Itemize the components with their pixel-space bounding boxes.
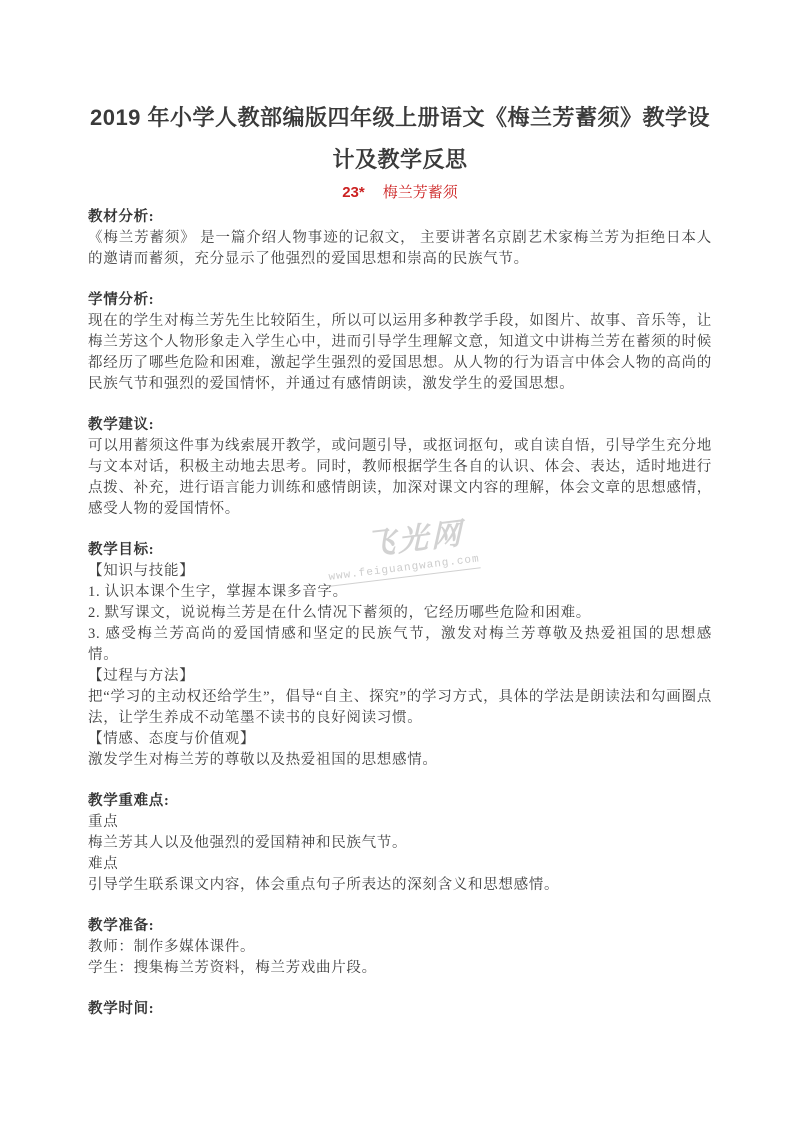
lesson-number: 23* (342, 184, 365, 201)
section-material-analysis (88, 207, 712, 270)
objectives-process-method-text: 把“学习的主动权还给学生”，倡导“自主、探究”的学习方式，具体的学法是朗读法和勾画圈点法，让学生养成不动笔墨不读书的良好阅读习惯。 (88, 689, 712, 726)
objectives-values-label: 【情感、态度与价值观】 (88, 731, 256, 747)
difficult-point-text: 引导学生联系课文内容，体会重点句子所表达的深刻含义和思想感情。 (88, 877, 560, 893)
objective-item-2: 2. 默写课文，说说梅兰芳是在什么情况下蓄须的，它经历哪些危险和困难。 (88, 605, 591, 621)
section-heading: 教材分析: (88, 209, 155, 225)
section-teaching-preparation (88, 916, 712, 979)
section-teaching-time (88, 999, 712, 1020)
objectives-process-method-label: 【过程与方法】 (88, 668, 195, 684)
preparation-teacher: 教师：制作多媒体课件。 (88, 939, 256, 955)
lesson-title: 梅兰芳蓄须 (382, 185, 458, 201)
page-title: 2019 年小学人教部编版四年级上册语文《梅兰芳蓄须》教学设计及教学反思 (89, 105, 711, 172)
objective-item-1: 1. 认识本课个生字，掌握本课多音字。 (88, 584, 348, 600)
section-heading: 教学准备: (88, 918, 155, 934)
section-heading: 学情分析: (88, 292, 155, 308)
lesson-heading (88, 183, 712, 203)
section-teaching-suggestions (88, 415, 712, 520)
section-paragraph: 《梅兰芳蓄须》 是一篇介绍人物事迹的记叙文， 主要讲著名京剧艺术家梅兰芳为拒绝日本人的邀请而蓄须，充分显示了他强烈的爱国思想和崇高的民族气节。 (88, 230, 712, 267)
preparation-student: 学生：搜集梅兰芳资料，梅兰芳戏曲片段。 (88, 960, 377, 976)
difficult-point-label: 难点 (88, 856, 119, 872)
objectives-knowledge-skills-label: 【知识与技能】 (88, 563, 195, 579)
watermark-logo: 飞光网 (365, 516, 465, 563)
section-learner-analysis (88, 290, 712, 395)
section-paragraph: 可以用蓄须这件事为线索展开教学，或问题引导，或抠词抠句，或自读自悟，引导学生充分地与文本对话，积极主动地去思考。同时，教师根据学生各自的认识、体会、表达，适时地进行点拨、补充，进行语言能力训练和感情朗读，加深对课文内容的理解，体会文章的思想感情，感受人物的爱国情怀。 (88, 438, 712, 517)
sections-container (88, 207, 712, 1020)
section-paragraph: 现在的学生对梅兰芳先生比较陌生，所以可以运用多种教学手段，如图片、故事、音乐等，让梅兰芳这个人物形象走入学生心中，进而引导学生理解文意，知道文中讲梅兰芳在蓄须的时候都经历了哪些危险和困难，激起学生强烈的爱国思想。从人物的行为语言中体会人物的高尚的民族气节和强烈的爱国情怀，并通过有感情朗读，激发学生的爱国思想。 (88, 313, 712, 392)
section-heading: 教学目标: (88, 542, 155, 558)
objective-item-3: 3. 感受梅兰芳高尚的爱国情感和坚定的民族气节，激发对梅兰芳尊敬及热爱祖国的思想感情。 (88, 626, 712, 663)
key-point-label: 重点 (88, 814, 119, 830)
section-heading: 教学时间: (88, 1001, 155, 1017)
objectives-values-text: 激发学生对梅兰芳的尊敬以及热爱祖国的思想感情。 (88, 752, 438, 768)
document-content (88, 97, 712, 1040)
key-point-text: 梅兰芳其人以及他强烈的爱国精神和民族气节。 (88, 835, 408, 851)
section-key-difficult-points (88, 791, 712, 896)
section-heading: 教学重难点: (88, 793, 170, 809)
section-heading: 教学建议: (88, 417, 155, 433)
watermark-url: www.feiguangwang.com (328, 553, 481, 586)
section-teaching-objectives (88, 540, 712, 771)
